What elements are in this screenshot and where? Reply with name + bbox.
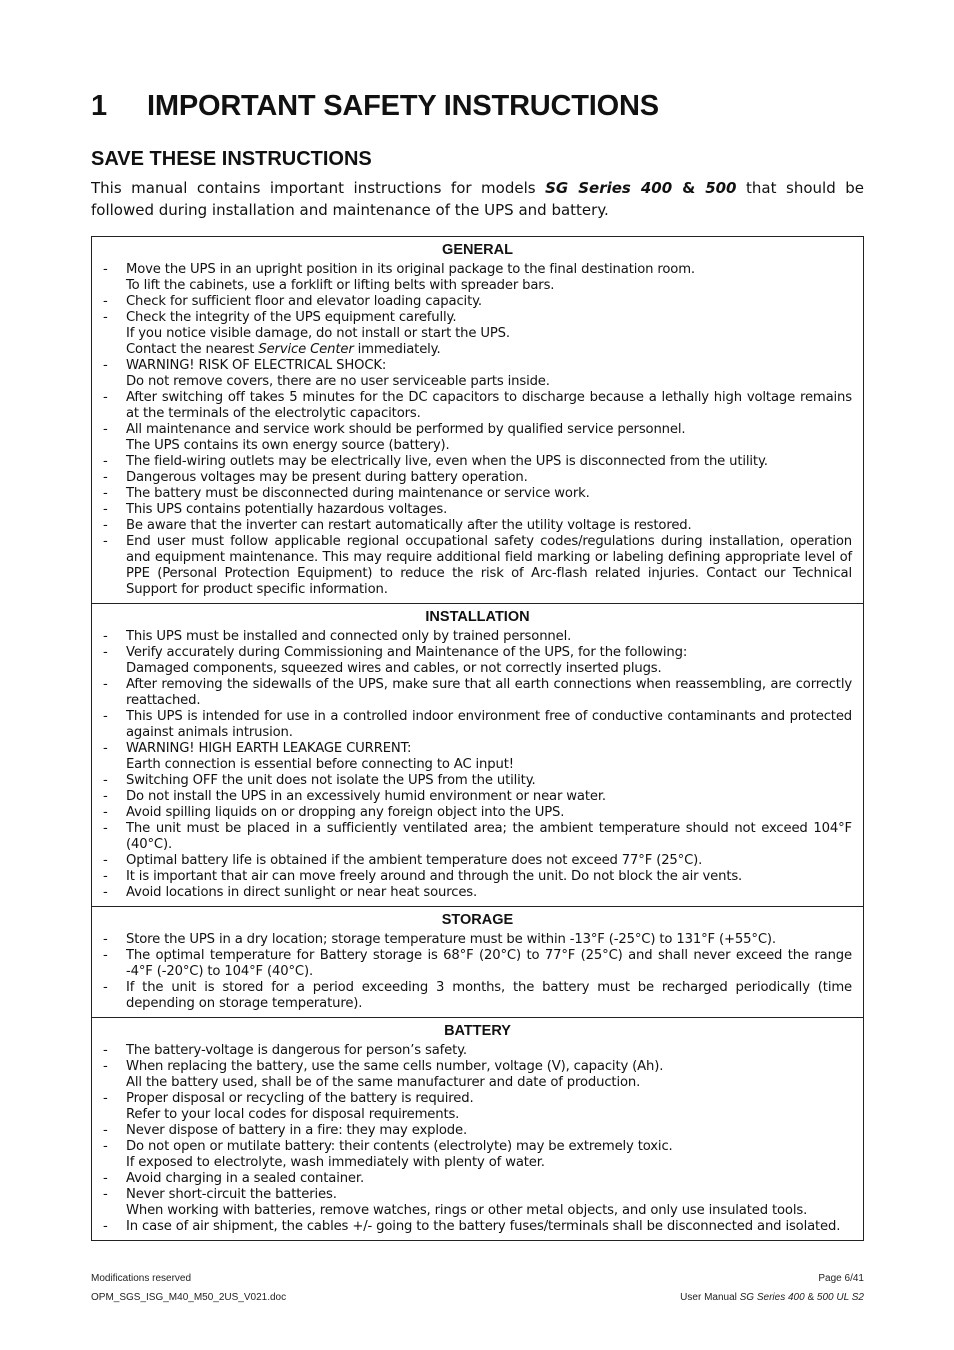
model-name-2: 500 xyxy=(705,179,737,197)
list-item xyxy=(92,773,863,789)
section-storage xyxy=(92,906,863,1017)
contact-text-end: immediately. xyxy=(353,342,441,357)
list-item xyxy=(92,358,863,390)
list-item-line: - The unit must be placed in a sufficiently ventilated area; the ambient temperature should not exceed 104°F (40°C). xyxy=(126,821,852,852)
installation-list xyxy=(92,629,863,901)
list-item xyxy=(92,1043,863,1059)
list-item xyxy=(92,789,863,805)
list-item-line: - If the unit is stored for a period exceeding 3 months, the battery must be recharged periodically (time depending on storage temperature). xyxy=(126,980,852,1011)
service-center-text: Service Center xyxy=(258,342,354,357)
list-item xyxy=(92,853,863,869)
list-item xyxy=(92,262,863,294)
list-item-line: - Check the integrity of the UPS equipment carefully. xyxy=(126,310,457,325)
list-item xyxy=(92,980,863,1012)
list-item-line: - Dangerous voltages may be present during battery operation. xyxy=(126,470,528,485)
list-item-line: - This UPS contains potentially hazardous voltages. xyxy=(126,502,448,517)
list-item-line: - WARNING! HIGH EARTH LEAKAGE CURRENT: xyxy=(126,741,412,756)
chapter-number: 1 xyxy=(91,90,107,122)
list-item-line: - The field-wiring outlets may be electrically live, even when the UPS is disconnected from the utility. xyxy=(126,454,768,469)
list-item-line: Earth connection is essential before connecting to AC input! xyxy=(126,757,514,772)
list-item-line: If exposed to electrolyte, wash immediately with plenty of water. xyxy=(126,1155,545,1170)
list-item-line: Damaged components, squeezed wires and cables, or not correctly inserted plugs. xyxy=(126,661,662,676)
intro-text-end: that should be followed during installation and maintenance of the UPS and battery. xyxy=(91,179,864,219)
list-item xyxy=(92,1219,863,1235)
footer-manual-title xyxy=(680,1292,864,1303)
list-item xyxy=(92,629,863,645)
list-item-line: - This UPS must be installed and connected only by trained personnel. xyxy=(126,629,572,644)
section-general xyxy=(92,237,863,603)
list-item-line: All the battery used, shall be of the same manufacturer and date of production. xyxy=(126,1075,641,1090)
section-subheading: SAVE THESE INSTRUCTIONS xyxy=(91,148,372,170)
footer-manual-model: SG Series 400 xyxy=(739,1292,805,1303)
list-item xyxy=(92,422,863,454)
general-list xyxy=(92,262,863,598)
intro-text: This manual contains important instructions for models xyxy=(91,179,546,197)
list-item-line: Refer to your local codes for disposal requirements. xyxy=(126,1107,460,1122)
list-item-line: - After removing the sidewalls of the UPS, make sure that all earth connections when reassembling, are correctly reattached. xyxy=(126,677,852,708)
list-item-line: - Switching OFF the unit does not isolate the UPS from the utility. xyxy=(126,773,536,788)
list-item-line: - End user must follow applicable regional occupational safety codes/regulations during installation, operation and equipment maintenance. This may require additional field marking or labeling defining appropriate level of PPE (Personal Protection Equipment) to reduce the risk of Arc-flash related injuries. Contact our Technical Support for product specific information. xyxy=(126,534,852,597)
list-item-line: Do not remove covers, there are no user serviceable parts inside. xyxy=(126,374,550,389)
list-item-line: The UPS contains its own energy source (battery). xyxy=(126,438,450,453)
list-item-line: - Store the UPS in a dry location; storage temperature must be within -13°F (-25°C) to 131°F (+55°C). xyxy=(126,932,776,947)
list-item xyxy=(92,932,863,948)
footer-page-number: Page 6/41 xyxy=(818,1273,864,1284)
list-item-line: - Proper disposal or recycling of the battery is required. xyxy=(126,1091,474,1106)
list-item-line: - Check for sufficient floor and elevator loading capacity. xyxy=(126,294,482,309)
list-item xyxy=(92,390,863,422)
list-item-line: - This UPS is intended for use in a controlled indoor environment free of conductive contaminants and protected against animals intrusion. xyxy=(126,709,852,740)
list-item xyxy=(92,885,863,901)
list-item xyxy=(92,645,863,677)
list-item-line: - Be aware that the inverter can restart automatically after the utility voltage is restored. xyxy=(126,518,692,533)
list-item xyxy=(92,821,863,853)
list-item-line: - The optimal temperature for Battery storage is 68°F (20°C) to 77°F (25°C) and shall never exceed the range -4°F (-20°C) to 104°F (40°C). xyxy=(126,948,852,979)
list-item xyxy=(92,1187,863,1219)
list-item xyxy=(92,310,863,358)
list-item xyxy=(92,948,863,980)
list-item-line: - Do not install the UPS in an excessively humid environment or near water. xyxy=(126,789,606,804)
footer-modifications: Modifications reserved xyxy=(91,1273,192,1284)
list-item xyxy=(92,741,863,773)
list-item xyxy=(92,677,863,709)
list-item-line: - Optimal battery life is obtained if the ambient temperature does not exceed 77°F (25°C). xyxy=(126,853,703,868)
list-item xyxy=(92,294,863,310)
list-item-line: - Never short-circuit the batteries. xyxy=(126,1187,337,1202)
list-item-line: - In case of air shipment, the cables +/- going to the battery fuses/terminals shall be disconnected and isolated. xyxy=(126,1219,841,1234)
list-item-line: - When replacing the battery, use the same cells number, voltage (V), capacity (Ah). xyxy=(126,1059,664,1074)
list-item xyxy=(92,534,863,598)
list-item-line: - Avoid locations in direct sunlight or near heat sources. xyxy=(126,885,478,900)
list-item xyxy=(92,709,863,741)
list-item xyxy=(92,1171,863,1187)
chapter-heading xyxy=(91,90,659,123)
list-item-line: - The battery-voltage is dangerous for person’s safety. xyxy=(126,1043,467,1058)
list-item xyxy=(92,1059,863,1091)
section-title-storage: STORAGE xyxy=(441,912,514,928)
section-battery xyxy=(92,1017,863,1240)
section-title-installation: INSTALLATION xyxy=(425,609,530,625)
list-item xyxy=(92,1091,863,1123)
list-item-line: - Avoid spilling liquids on or dropping any foreign object into the UPS. xyxy=(126,805,565,820)
list-item-line: - All maintenance and service work should be performed by qualified service personnel. xyxy=(126,422,686,437)
list-item-line: - Move the UPS in an upright position in its original package to the final destination room. xyxy=(126,262,695,277)
battery-list xyxy=(92,1043,863,1235)
list-item xyxy=(92,502,863,518)
list-item-line: - It is important that air can move freely around and through the unit. Do not block the air vents. xyxy=(126,869,743,884)
list-item xyxy=(92,454,863,470)
list-item xyxy=(92,805,863,821)
list-item xyxy=(92,486,863,502)
list-item-line: To lift the cabinets, use a forklift or lifting belts with spreader bars. xyxy=(126,278,555,293)
list-item xyxy=(92,1123,863,1139)
list-item-line: If you notice visible damage, do not install or start the UPS. xyxy=(126,326,510,341)
footer-manual-amp: & xyxy=(804,1292,817,1303)
list-item-line: - Do not open or mutilate battery: their contents (electrolyte) may be extremely toxic. xyxy=(126,1139,673,1154)
list-item xyxy=(92,518,863,534)
list-item-line: - Verify accurately during Commissioning and Maintenance of the UPS, for the following: xyxy=(126,645,688,660)
model-name: SG Series 400 xyxy=(545,179,673,197)
list-item xyxy=(92,470,863,486)
section-installation xyxy=(92,603,863,906)
list-item xyxy=(92,1139,863,1171)
section-title-battery: BATTERY xyxy=(444,1023,511,1039)
list-item-line: - Never dispose of battery in a fire: they may explode. xyxy=(126,1123,468,1138)
intro-paragraph xyxy=(91,178,864,221)
contact-service-line xyxy=(126,342,852,358)
footer-manual-model-2: 500 UL S2 xyxy=(816,1292,864,1303)
footer-doc-filename: OPM_SGS_ISG_M40_M50_2US_V021.doc xyxy=(91,1292,287,1303)
model-ampersand: & xyxy=(672,179,706,197)
list-item-line: - Avoid charging in a sealed container. xyxy=(126,1171,364,1186)
chapter-title: IMPORTANT SAFETY INSTRUCTIONS xyxy=(147,90,659,122)
section-title-general: GENERAL xyxy=(442,242,513,258)
storage-list xyxy=(92,932,863,1012)
footer-manual-prefix: User Manual xyxy=(680,1292,740,1303)
list-item-line: - After switching off takes 5 minutes for the DC capacitors to discharge because a lethally high voltage remains at the terminals of the electrolytic capacitors. xyxy=(126,390,852,421)
safety-instructions-table xyxy=(91,236,864,1241)
list-item-line: - The battery must be disconnected during maintenance or service work. xyxy=(126,486,590,501)
list-item-line: - WARNING! RISK OF ELECTRICAL SHOCK: xyxy=(126,358,387,373)
list-item-line: When working with batteries, remove watches, rings or other metal objects, and only use insulated tools. xyxy=(126,1203,808,1218)
list-item xyxy=(92,869,863,885)
contact-text: Contact the nearest xyxy=(126,342,259,357)
